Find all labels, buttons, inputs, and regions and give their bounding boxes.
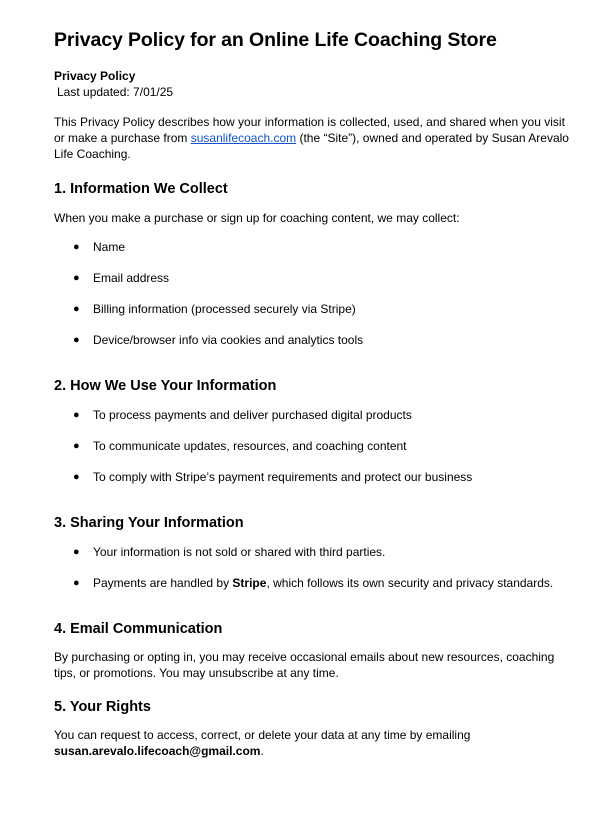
bullet-icon: ●: [73, 334, 80, 346]
rights-text-after: .: [260, 744, 264, 758]
section-4-body: By purchasing or opting in, you may receive occasional emails about new resources, coaching tips, or promotions. You may unsubscribe at any time.: [54, 650, 555, 680]
list-item: [54, 407, 576, 423]
list-item-text-before: Payments are handled by: [93, 576, 233, 590]
section-1-lead: When you make a purchase or sign up for coaching content, we may collect:: [54, 211, 460, 225]
section-heading-sharing: 3. Sharing Your Information: [54, 515, 244, 531]
list-item-text: Email address: [93, 271, 170, 285]
intro-text-after: (the “Site”), owned and operated by Susan Arevalo Life Coaching.: [54, 131, 569, 161]
document-title: Privacy Policy for an Online Life Coaching Store: [54, 29, 497, 51]
bullet-icon: ●: [73, 440, 80, 452]
list-item: [54, 270, 576, 286]
stripe-emphasis: Stripe: [232, 576, 267, 590]
bullet-icon: ●: [73, 272, 80, 284]
policy-label: Privacy Policy: [54, 69, 136, 83]
list-item-text: To process payments and deliver purchased digital products: [93, 408, 412, 422]
collected-info-list: [54, 239, 576, 348]
list-item-text: Device/browser info via cookies and analytics tools: [93, 333, 364, 347]
list-item: [54, 438, 576, 454]
list-item: [54, 301, 576, 317]
list-item-text: To communicate updates, resources, and coaching content: [93, 439, 407, 453]
intro-paragraph: [54, 114, 576, 162]
intro-text-before: This Privacy Policy describes how your information is collected, used, and shared when you visit or make a purchase from: [54, 115, 565, 145]
bullet-icon: ●: [73, 409, 80, 421]
list-item-text: Your information is not sold or shared with third parties.: [93, 545, 386, 559]
bullet-icon: ●: [73, 303, 80, 315]
bullet-icon: ●: [73, 471, 80, 483]
list-item-text: To comply with Stripe’s payment requirements and protect our business: [93, 470, 473, 484]
last-updated-text: Last updated: 7/01/25: [57, 85, 174, 99]
list-item: [54, 544, 576, 560]
section-heading-how-we-use: 2. How We Use Your Information: [54, 378, 277, 394]
contact-email: susan.arevalo.lifecoach@gmail.com: [54, 744, 261, 758]
section-heading-your-rights: 5. Your Rights: [54, 699, 151, 715]
bullet-icon: ●: [73, 546, 80, 558]
usage-list: [54, 407, 576, 485]
list-item-text: Billing information (processed securely via Stripe): [93, 302, 356, 316]
list-item: [54, 469, 576, 485]
rights-text-before: You can request to access, correct, or delete your data at any time by emailing: [54, 728, 471, 742]
list-item-text: Name: [93, 240, 126, 254]
bullet-icon: ●: [73, 241, 80, 253]
section-heading-information-we-collect: 1. Information We Collect: [54, 181, 228, 197]
policy-meta: [54, 68, 576, 100]
site-link[interactable]: susanlifecoach.com: [190, 131, 297, 145]
section-5-body: [54, 727, 576, 759]
sharing-list: [54, 544, 576, 591]
list-item-text-after: , which follows its own security and privacy standards.: [266, 576, 554, 590]
list-item: [54, 575, 576, 591]
bullet-icon: ●: [73, 577, 80, 589]
list-item: [54, 332, 576, 348]
list-item: [54, 239, 576, 255]
section-heading-email-communication: 4. Email Communication: [54, 621, 223, 637]
